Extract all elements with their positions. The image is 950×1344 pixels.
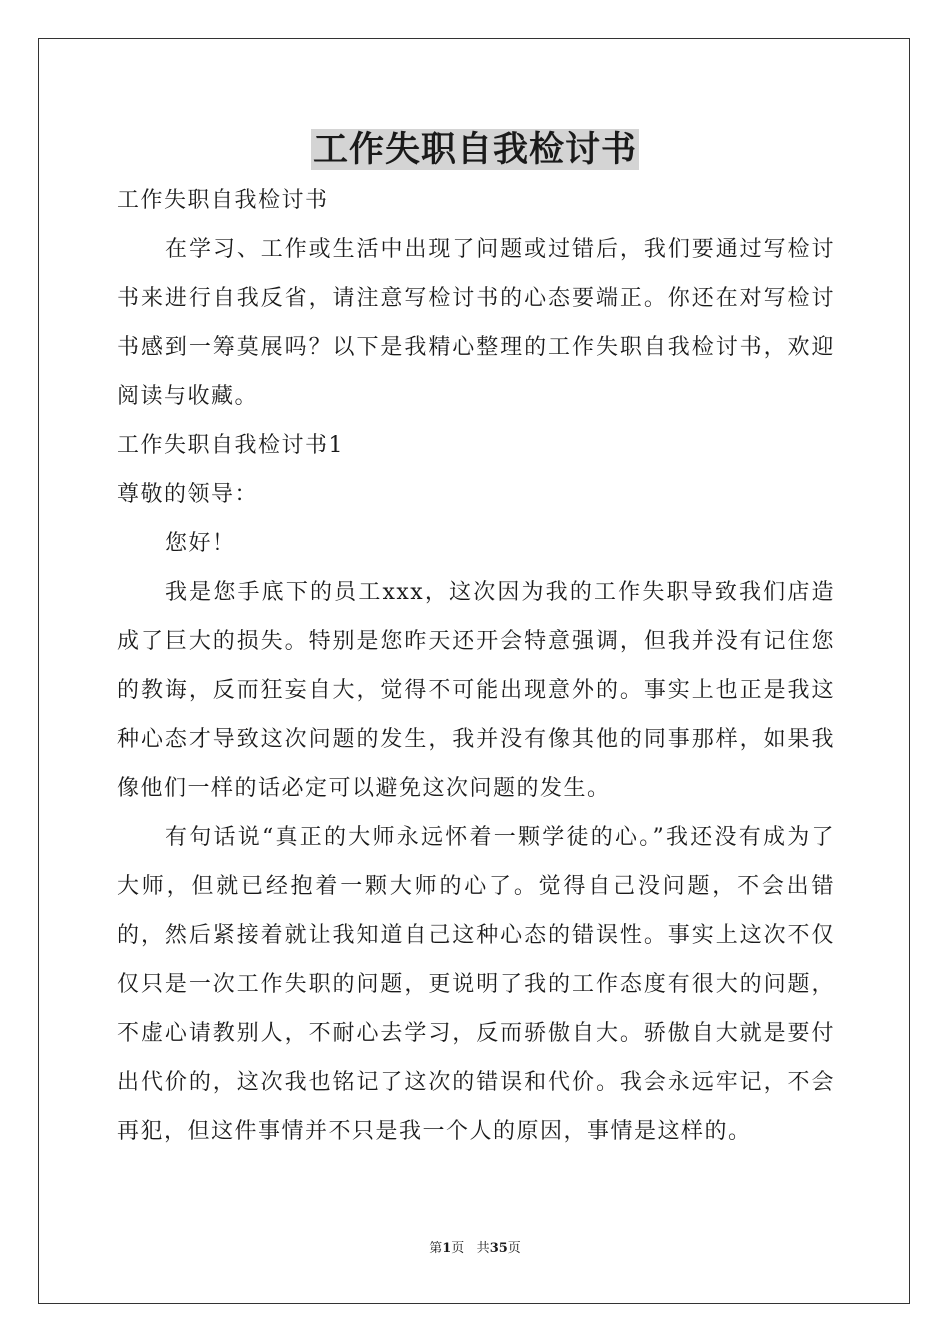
page-footer — [0, 1240, 950, 1258]
section-heading: 工作失职自我检讨书1 — [117, 433, 344, 458]
salutation: 尊敬的领导： — [117, 482, 259, 507]
document-subtitle: 工作失职自我检讨书 — [117, 188, 329, 213]
body-paragraph-1: 我是您手底下的员工xxx，这次因为我的工作失职导致我们店造成了巨大的损失。特别是您昨天还开会特意强调，但我并没有记住您的教诲，反而狂妄自大，觉得不可能出现意外的。事实上也正是我这种心态才导致这次问题的发生，我并没有像其他的同事那样，如果我像他们一样的话必定可以避免这次问题的发生。 — [117, 580, 835, 801]
page-prefix: 第 — [429, 1241, 443, 1256]
document-body — [117, 176, 835, 1156]
intro-paragraph: 在学习、工作或生活中出现了问题或过错后，我们要通过写检讨书来进行自我反省，请注意写检讨书的心态要端正。你还在对写检讨书感到一筹莫展吗？以下是我精心整理的工作失职自我检讨书，欢迎阅读与收藏。 — [117, 237, 835, 409]
total-prefix: 共 — [476, 1241, 490, 1256]
current-page-number: 1 — [442, 1241, 452, 1256]
page-suffix: 页 — [451, 1241, 465, 1256]
body-paragraph-2: 有句话说“真正的大师永远怀着一颗学徒的心。”我还没有成为了大师，但就已经抱着一颗大师的心了。觉得自己没问题，不会出错的，然后紧接着就让我知道自己这种心态的错误性。事实上这次不仅仅只是一次工作失职的问题，更说明了我的工作态度有很大的问题，不虚心请教别人，不耐心去学习，反而骄傲自大。骄傲自大就是要付出代价的，这次我也铭记了这次的错误和代价。我会永远牢记，不会再犯，但这件事情并不只是我一个人的原因，事情是这样的。 — [117, 825, 835, 1144]
total-pages-number: 35 — [489, 1241, 508, 1256]
greeting: 您好！ — [165, 531, 236, 556]
document-title-text: 工作失职自我检讨书 — [312, 129, 637, 170]
document-title — [0, 128, 950, 172]
total-suffix: 页 — [507, 1241, 521, 1256]
